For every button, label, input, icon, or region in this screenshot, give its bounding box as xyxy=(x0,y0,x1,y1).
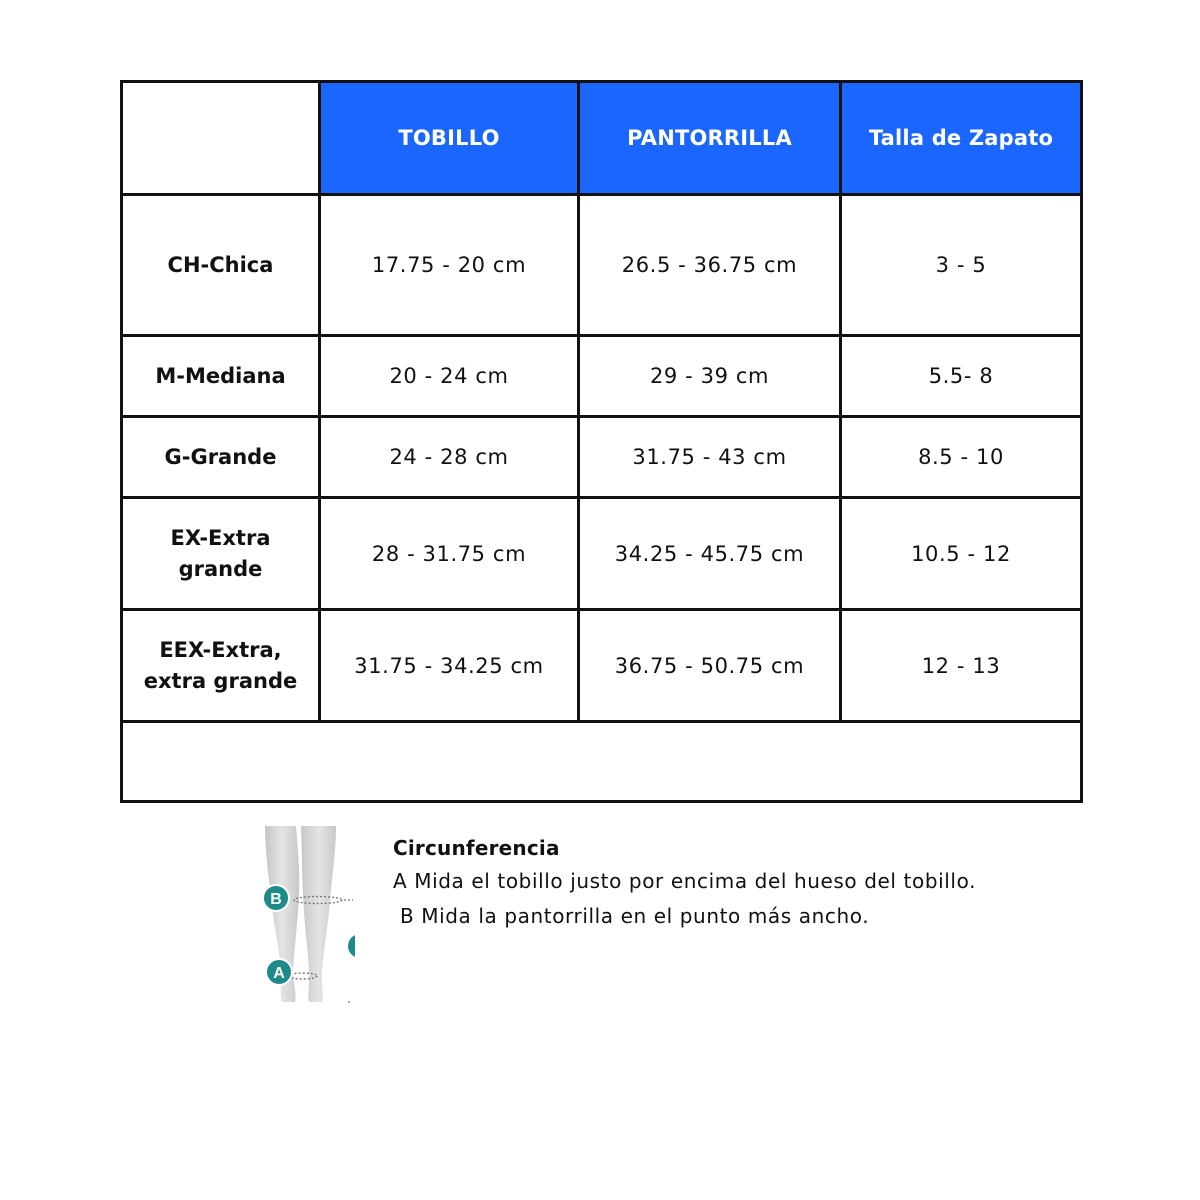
size-label-line: G-Grande xyxy=(164,444,277,469)
tobillo-value: 28 - 31.75 cm xyxy=(320,498,579,610)
tobillo-value: 17.75 - 20 cm xyxy=(320,195,579,336)
table-row xyxy=(122,195,1082,336)
pantorrilla-value: 34.25 - 45.75 cm xyxy=(579,498,841,610)
legs-icon xyxy=(260,826,355,1004)
size-label xyxy=(122,336,320,417)
instruction-calf: B Mida la pantorrilla en el punto más ancho. xyxy=(393,904,870,928)
header-talla-zapato: Talla de Zapato xyxy=(841,82,1082,195)
partial-marker xyxy=(348,934,355,958)
tobillo-value: 24 - 28 cm xyxy=(320,417,579,498)
table-row xyxy=(122,417,1082,498)
header-pantorrilla: PANTORRILLA xyxy=(579,82,841,195)
leg-measure-illustration xyxy=(260,826,355,1004)
marker-a-letter: A xyxy=(273,965,285,982)
right-leg-shape xyxy=(301,826,336,1002)
size-label-line: EEX-Extra, xyxy=(159,637,282,662)
zapato-value: 12 - 13 xyxy=(841,610,1082,722)
pantorrilla-value: 29 - 39 cm xyxy=(579,336,841,417)
size-label xyxy=(122,610,320,722)
empty-footer-row xyxy=(122,722,1082,802)
marker-b-letter: B xyxy=(270,891,282,908)
measurement-instructions xyxy=(393,836,1153,939)
table-row xyxy=(122,336,1082,417)
zapato-value: 10.5 - 12 xyxy=(841,498,1082,610)
pantorrilla-value: 26.5 - 36.75 cm xyxy=(579,195,841,336)
table-row xyxy=(122,498,1082,610)
instructions-title: Circunferencia xyxy=(393,836,560,860)
size-label-line: extra grande xyxy=(143,668,298,693)
tobillo-value: 31.75 - 34.25 cm xyxy=(320,610,579,722)
zapato-value: 8.5 - 10 xyxy=(841,417,1082,498)
header-corner-cell xyxy=(122,82,320,195)
size-label xyxy=(122,498,320,610)
header-row xyxy=(122,82,1082,195)
pantorrilla-value: 36.75 - 50.75 cm xyxy=(579,610,841,722)
table-row xyxy=(122,610,1082,722)
size-label-line: grande xyxy=(178,556,263,581)
zapato-value: 3 - 5 xyxy=(841,195,1082,336)
size-label-line: M-Mediana xyxy=(155,363,286,388)
instruction-ankle: A Mida el tobillo justo por encima del hueso del tobillo. xyxy=(393,869,977,893)
size-label-line: CH-Chica xyxy=(167,252,274,277)
pantorrilla-value: 31.75 - 43 cm xyxy=(579,417,841,498)
header-tobillo: TOBILLO xyxy=(320,82,579,195)
size-label xyxy=(122,417,320,498)
tobillo-value: 20 - 24 cm xyxy=(320,336,579,417)
size-chart-table xyxy=(120,80,1083,803)
empty-footer-cell xyxy=(122,722,1082,802)
size-label-line: EX-Extra xyxy=(170,525,271,550)
size-label xyxy=(122,195,320,336)
zapato-value: 5.5- 8 xyxy=(841,336,1082,417)
